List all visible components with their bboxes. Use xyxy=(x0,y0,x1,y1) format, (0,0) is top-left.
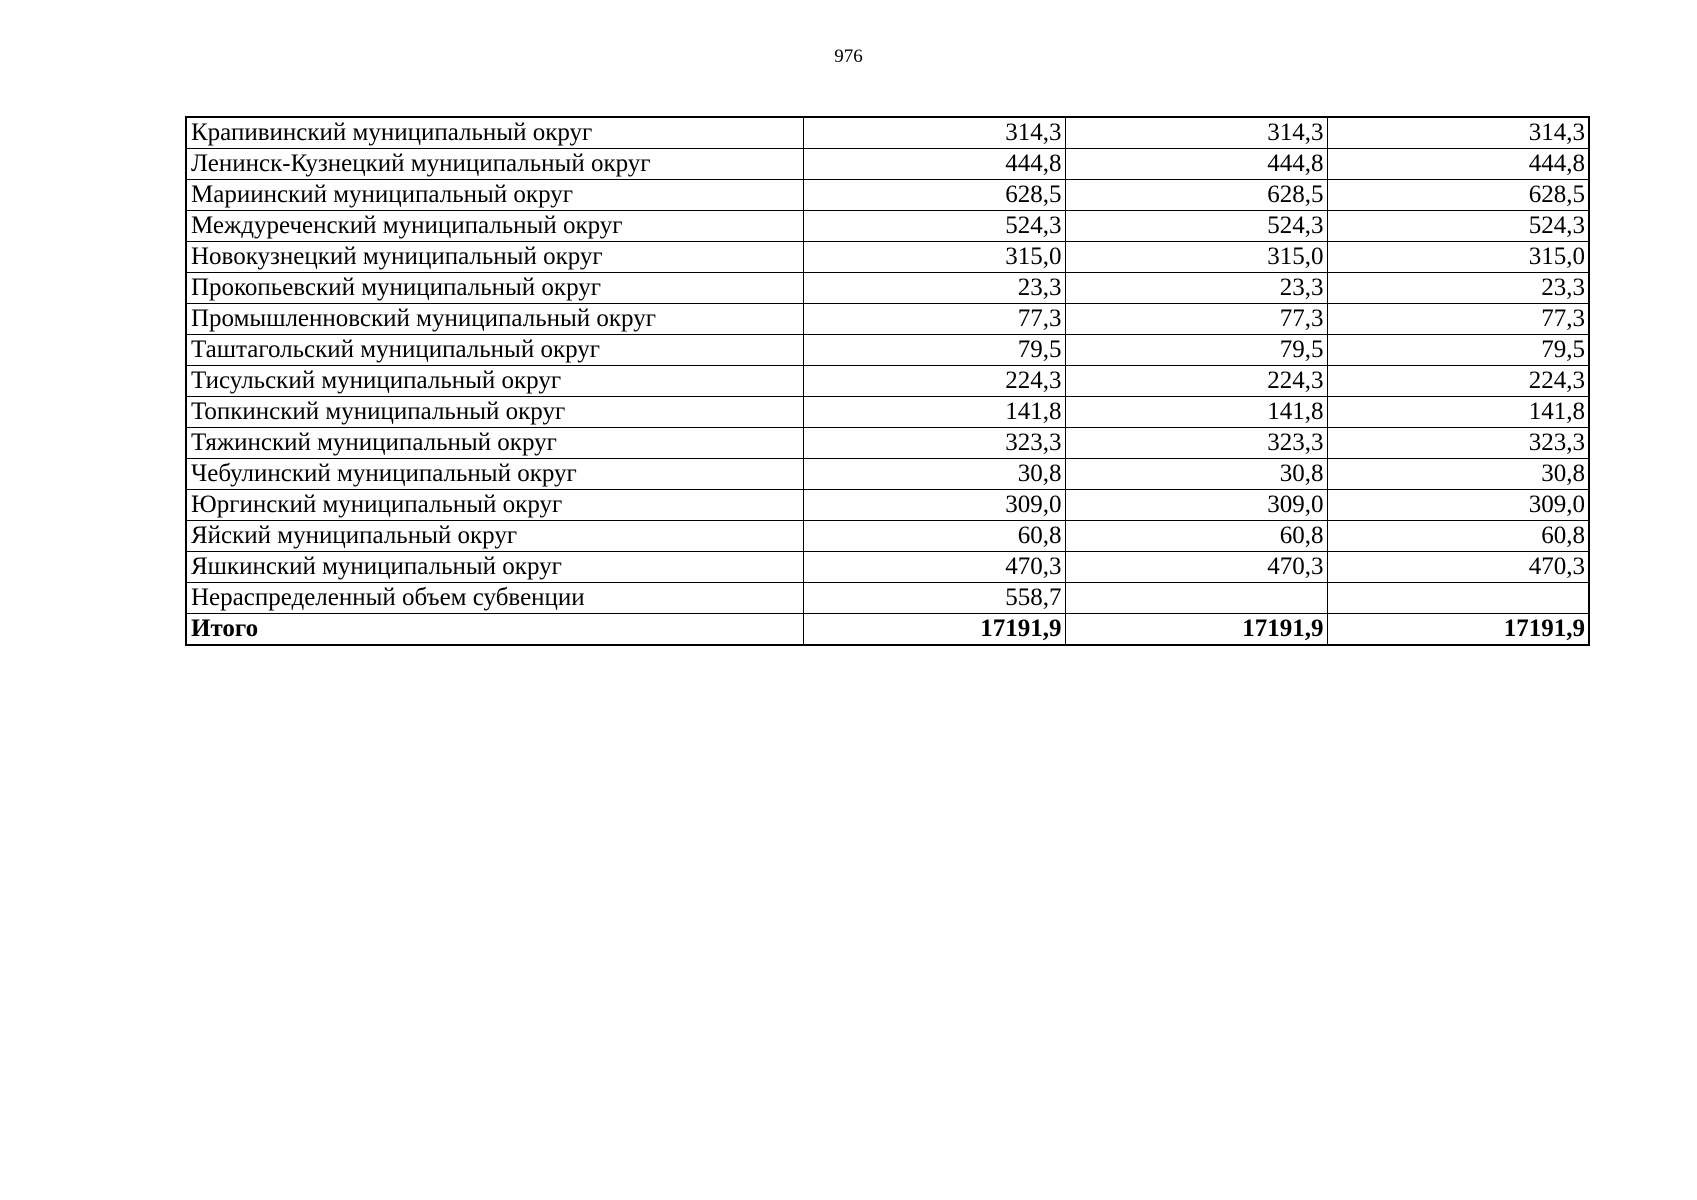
table-row xyxy=(186,180,1589,211)
row-value-2-cell: 323,3 xyxy=(1065,428,1327,459)
row-value-3-cell: 309,0 xyxy=(1327,490,1589,521)
row-value-2-cell: 141,8 xyxy=(1065,397,1327,428)
row-name-cell: Чебулинский муниципальный округ xyxy=(186,459,803,490)
table-row xyxy=(186,583,1589,614)
row-value-2-cell: 470,3 xyxy=(1065,552,1327,583)
table-row xyxy=(186,397,1589,428)
total-value-3: 17191,9 xyxy=(1327,614,1589,646)
table-row xyxy=(186,211,1589,242)
row-name-cell: Промышленновский муниципальный округ xyxy=(186,304,803,335)
total-label: Итого xyxy=(186,614,803,646)
row-value-1-cell: 323,3 xyxy=(803,428,1065,459)
row-value-2-cell: 444,8 xyxy=(1065,149,1327,180)
row-value-1-cell: 558,7 xyxy=(803,583,1065,614)
row-value-3-cell xyxy=(1327,583,1589,614)
total-value-2: 17191,9 xyxy=(1065,614,1327,646)
row-value-1-cell: 30,8 xyxy=(803,459,1065,490)
row-value-3-cell: 315,0 xyxy=(1327,242,1589,273)
row-name-cell: Нераспределенный объем субвенции xyxy=(186,583,803,614)
table-row xyxy=(186,242,1589,273)
row-name-cell: Новокузнецкий муниципальный округ xyxy=(186,242,803,273)
row-value-3-cell: 323,3 xyxy=(1327,428,1589,459)
table-row xyxy=(186,366,1589,397)
row-name-cell: Яшкинский муниципальный округ xyxy=(186,552,803,583)
row-value-2-cell: 628,5 xyxy=(1065,180,1327,211)
row-value-2-cell: 309,0 xyxy=(1065,490,1327,521)
row-value-3-cell: 444,8 xyxy=(1327,149,1589,180)
row-name-cell: Крапивинский муниципальный округ xyxy=(186,117,803,149)
row-value-1-cell: 628,5 xyxy=(803,180,1065,211)
page-number: 976 xyxy=(834,46,863,67)
row-value-3-cell: 77,3 xyxy=(1327,304,1589,335)
table-row xyxy=(186,304,1589,335)
row-value-3-cell: 23,3 xyxy=(1327,273,1589,304)
row-value-3-cell: 628,5 xyxy=(1327,180,1589,211)
row-value-3-cell: 470,3 xyxy=(1327,552,1589,583)
row-value-1-cell: 141,8 xyxy=(803,397,1065,428)
row-value-2-cell: 30,8 xyxy=(1065,459,1327,490)
row-value-1-cell: 470,3 xyxy=(803,552,1065,583)
row-value-2-cell: 314,3 xyxy=(1065,117,1327,149)
table-row xyxy=(186,428,1589,459)
row-name-cell: Междуреченский муниципальный округ xyxy=(186,211,803,242)
table-row xyxy=(186,552,1589,583)
table-row xyxy=(186,117,1589,149)
row-value-3-cell: 79,5 xyxy=(1327,335,1589,366)
row-name-cell: Яйский муниципальный округ xyxy=(186,521,803,552)
table-row xyxy=(186,149,1589,180)
row-value-1-cell: 314,3 xyxy=(803,117,1065,149)
row-value-3-cell: 60,8 xyxy=(1327,521,1589,552)
row-value-2-cell: 77,3 xyxy=(1065,304,1327,335)
row-value-2-cell: 524,3 xyxy=(1065,211,1327,242)
table-row xyxy=(186,459,1589,490)
table-row xyxy=(186,521,1589,552)
row-value-1-cell: 77,3 xyxy=(803,304,1065,335)
table-row xyxy=(186,335,1589,366)
row-value-3-cell: 524,3 xyxy=(1327,211,1589,242)
row-value-1-cell: 60,8 xyxy=(803,521,1065,552)
row-name-cell: Тисульский муниципальный округ xyxy=(186,366,803,397)
row-value-1-cell: 224,3 xyxy=(803,366,1065,397)
row-name-cell: Ленинск-Кузнецкий муниципальный округ xyxy=(186,149,803,180)
row-name-cell: Мариинский муниципальный округ xyxy=(186,180,803,211)
subvention-table xyxy=(185,116,1590,646)
table-row xyxy=(186,273,1589,304)
row-value-2-cell: 224,3 xyxy=(1065,366,1327,397)
row-value-3-cell: 224,3 xyxy=(1327,366,1589,397)
row-value-2-cell: 315,0 xyxy=(1065,242,1327,273)
row-name-cell: Топкинский муниципальный округ xyxy=(186,397,803,428)
table-row xyxy=(186,490,1589,521)
table-total-row xyxy=(186,614,1589,646)
row-value-2-cell xyxy=(1065,583,1327,614)
row-name-cell: Тяжинский муниципальный округ xyxy=(186,428,803,459)
row-value-1-cell: 309,0 xyxy=(803,490,1065,521)
row-value-2-cell: 23,3 xyxy=(1065,273,1327,304)
row-name-cell: Юргинский муниципальный округ xyxy=(186,490,803,521)
row-value-3-cell: 30,8 xyxy=(1327,459,1589,490)
row-value-1-cell: 23,3 xyxy=(803,273,1065,304)
row-value-3-cell: 141,8 xyxy=(1327,397,1589,428)
row-name-cell: Таштагольский муниципальный округ xyxy=(186,335,803,366)
row-value-2-cell: 79,5 xyxy=(1065,335,1327,366)
row-value-1-cell: 524,3 xyxy=(803,211,1065,242)
row-value-1-cell: 79,5 xyxy=(803,335,1065,366)
row-value-2-cell: 60,8 xyxy=(1065,521,1327,552)
table-body xyxy=(186,117,1589,645)
row-value-1-cell: 444,8 xyxy=(803,149,1065,180)
row-value-1-cell: 315,0 xyxy=(803,242,1065,273)
total-value-1: 17191,9 xyxy=(803,614,1065,646)
row-name-cell: Прокопьевский муниципальный округ xyxy=(186,273,803,304)
row-value-3-cell: 314,3 xyxy=(1327,117,1589,149)
